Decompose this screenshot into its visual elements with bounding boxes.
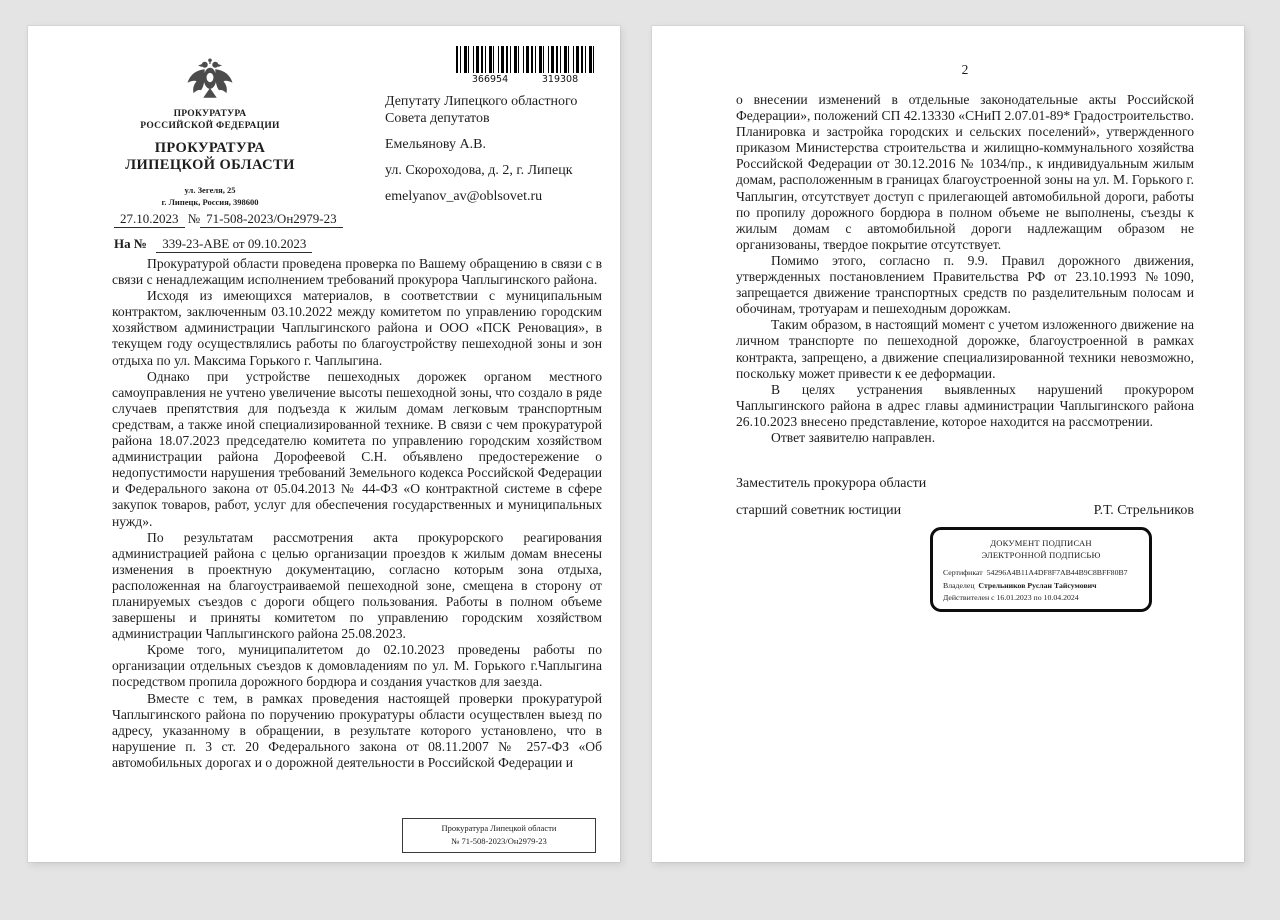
- paragraph: Прокуратурой области проведена проверка по Вашему обращению в связи с в связи с ненадлежащим исполнением требований прокурора Чаплыгинского района.: [112, 256, 602, 288]
- barcode-number-left: 366954: [471, 74, 509, 85]
- page1-body-text: [112, 256, 602, 771]
- esign-certificate-line: Сертификат 54296A4B11A4DF8F7AB44B9C8BFF80B7: [943, 568, 1128, 578]
- addressee-line: Депутату Липецкого областного Совета депутатов: [385, 94, 578, 127]
- signature-block: [736, 476, 1194, 519]
- esign-owner-line: Владелец Стрельников Руслан Тайсумович: [943, 580, 1097, 590]
- electronic-signature-stamp: [930, 527, 1152, 612]
- esign-title-line1: ДОКУМЕНТ ПОДПИСАН: [990, 538, 1092, 548]
- letterhead: [80, 56, 340, 209]
- signer-position-line2: старший советник юстиции: [736, 503, 902, 518]
- addressee-line: Емельянову А.В.: [385, 137, 487, 153]
- barcode-bars: [456, 46, 594, 73]
- incoming-number: 339-23-АВЕ от 09.10.2023: [156, 236, 312, 253]
- paragraph: Однако при устройстве пешеходных дорожек органом местного самоуправления не учтено увеличение высоты пешеходной зоны, что создало в ряде случаев препятствия для подъезда к жилым домам легковым транспортным средствам, а также иной специализированной технике. В связи с чем прокуратурой района 18.07.2023 председателю комитета по управлению городским хозяйством администрации района Дорофеевой С.Н. объявлено предостережение о недопустимости нарушения требований Земельного кодекса Российской Федерации и Федерального закона от 05.04.2013 № 44-ФЗ «О контрактной системе в сфере закупок товаров, работ, услуг для обеспечения государственных и муниципальных нужд».: [112, 368, 602, 529]
- registration-stamp: [402, 818, 596, 853]
- paragraph: По результатам рассмотрения акта прокурорского реагирования администрацией района с целью организации проездов к жилым домам внесены изменения в проектную документацию, согласно которым зона отдыха, расположенная на благоустраиваемой пешеходной зоне, смещена в сторону от планируемых съездов с дороги общего пользования. Работы в полном объеме завершены и приняты комитетом по управлению городским хозяйством администрации Чаплыгинского района 25.08.2023.: [112, 529, 602, 642]
- incoming-label: На №: [114, 236, 147, 251]
- paragraph: Кроме того, муниципалитетом до 02.10.2023 проведены работы по организации отдельных съездов к домовладениям по ул. М. Горького г.Чаплыгина посредством пропила дорожного бордюра и создания участков для заезда.: [112, 642, 602, 690]
- page-number: 2: [961, 62, 969, 77]
- page2-body-text: [736, 92, 1194, 446]
- addressee-line: ул. Скороходова, д. 2, г. Липецк: [385, 163, 573, 179]
- org-city: г. Липецк, Россия, 398600: [161, 197, 259, 208]
- barcode: [455, 46, 595, 85]
- registration-stamp-org: Прокуратура Липецкой области: [441, 823, 557, 833]
- russian-coat-of-arms-icon: [186, 56, 234, 107]
- signer-position-line1: Заместитель прокурора области: [736, 476, 927, 491]
- document-page-1: [28, 26, 620, 862]
- addressee-line: emelyanov_av@oblsovet.ru: [385, 189, 543, 205]
- paragraph: Таким образом, в настоящий момент с учетом изложенного движение на личном транспорте по пешеходной дорожке, благоустроенной в рамках контракта, запрещено, а движение специализированной техники невозможно, поскольку может привести к ее деформации.: [736, 317, 1194, 381]
- reference-block: [114, 211, 343, 252]
- org-name-line2: ЛИПЕЦКОЙ ОБЛАСТИ: [125, 157, 295, 174]
- esign-validity-line: Действителен с 16.01.2023 по 10.04.2024: [943, 593, 1079, 602]
- esign-owner-value: Стрельников Руслан Тайсумович: [978, 580, 1097, 590]
- esign-title-line2: ЭЛЕКТРОННОЙ ПОДПИСЬЮ: [981, 550, 1101, 561]
- document-page-2: [652, 26, 1244, 862]
- paragraph: Ответ заявителю направлен.: [771, 429, 936, 445]
- outgoing-reference: [114, 211, 343, 227]
- org-country-line2: РОССИЙСКОЙ ФЕДЕРАЦИИ: [140, 120, 280, 131]
- paragraph: Помимо этого, согласно п. 9.9. Правил дорожного движения, утвержденных постановлением Правительства РФ от 23.10.1993 №1090, запрещается движение транспортных средств по разделительным полосам и обочинам, тротуарам и пешеходным дорожкам.: [736, 252, 1194, 317]
- paragraph: Исходя из имеющихся материалов, в соответствии с муниципальным контрактом, заключенным 03.10.2022 между комитетом по управлению городским хозяйством администрации Чаплыгинского района и ООО «ПСК Реновация», в текущем году осуществлялись работы по благоустройству пешеходной зоны и зон отдыха по ул. Максима Горького г. Чаплыгина.: [112, 288, 602, 368]
- paragraph: В целях устранения выявленных нарушений прокурором Чаплыгинского района в адрес главы администрации Чаплыгинского района 26.10.2023 внесено представление, которое находится на рассмотрении.: [736, 381, 1194, 429]
- barcode-number-right: 319308: [541, 74, 579, 85]
- paragraph: о внесении изменений в отдельные законодательные акты Российской Федерации», положений СП 42.13330 «СНиП 2.07.01-89* Градостроительство. Планировка и застройка городских и сельских поселений», утвержденного приказом Министерства строительства и жилищно-коммунального хозяйства Российской Федерации от 30.12.2016 № 1034/пр., к индивидуальным жилым домам, расположенным в границах благоустроенной зоны на ул. М. Горького г. Чаплыгин, отсутствует доступ с прилегающей автомобильной дороги, работы по пропилу дорожного бордюра в полном объеме не выполнены, съезды к жилым домам с автомобильной дороги надлежащим образом не организованы, твердое покрытие отсутствует.: [736, 92, 1194, 252]
- outgoing-date: 27.10.2023: [114, 211, 185, 228]
- org-country-line1: ПРОКУРАТУРА: [173, 109, 247, 119]
- org-name-line1: ПРОКУРАТУРА: [154, 139, 266, 156]
- paragraph: Вместе с тем, в рамках проведения настоящей проверки прокуратурой Чаплыгинского района по поручению прокуратуры области осуществлен выезд по адресу, указанному в обращении, в результате которого установлено, что в нарушение п. 3 ст. 20 Федерального закона от 08.11.2007 № 257-ФЗ «Об автомобильных дорогах и о дорожной деятельности в Российской Федерации и: [112, 690, 602, 770]
- addressee-block: [385, 93, 599, 214]
- org-street: ул. Зегеля, 25: [184, 185, 236, 196]
- number-sign: №: [187, 211, 201, 226]
- incoming-reference: [114, 236, 343, 252]
- signer-name: Р.Т. Стрельников: [1093, 503, 1194, 518]
- outgoing-number: 71-508-2023/Он2979-23: [200, 211, 342, 228]
- esign-certificate-value: 54296A4B11A4DF8F7AB44B9C8BFF80B7: [986, 568, 1128, 578]
- registration-stamp-number: № 71-508-2023/Он2979-23: [451, 836, 547, 847]
